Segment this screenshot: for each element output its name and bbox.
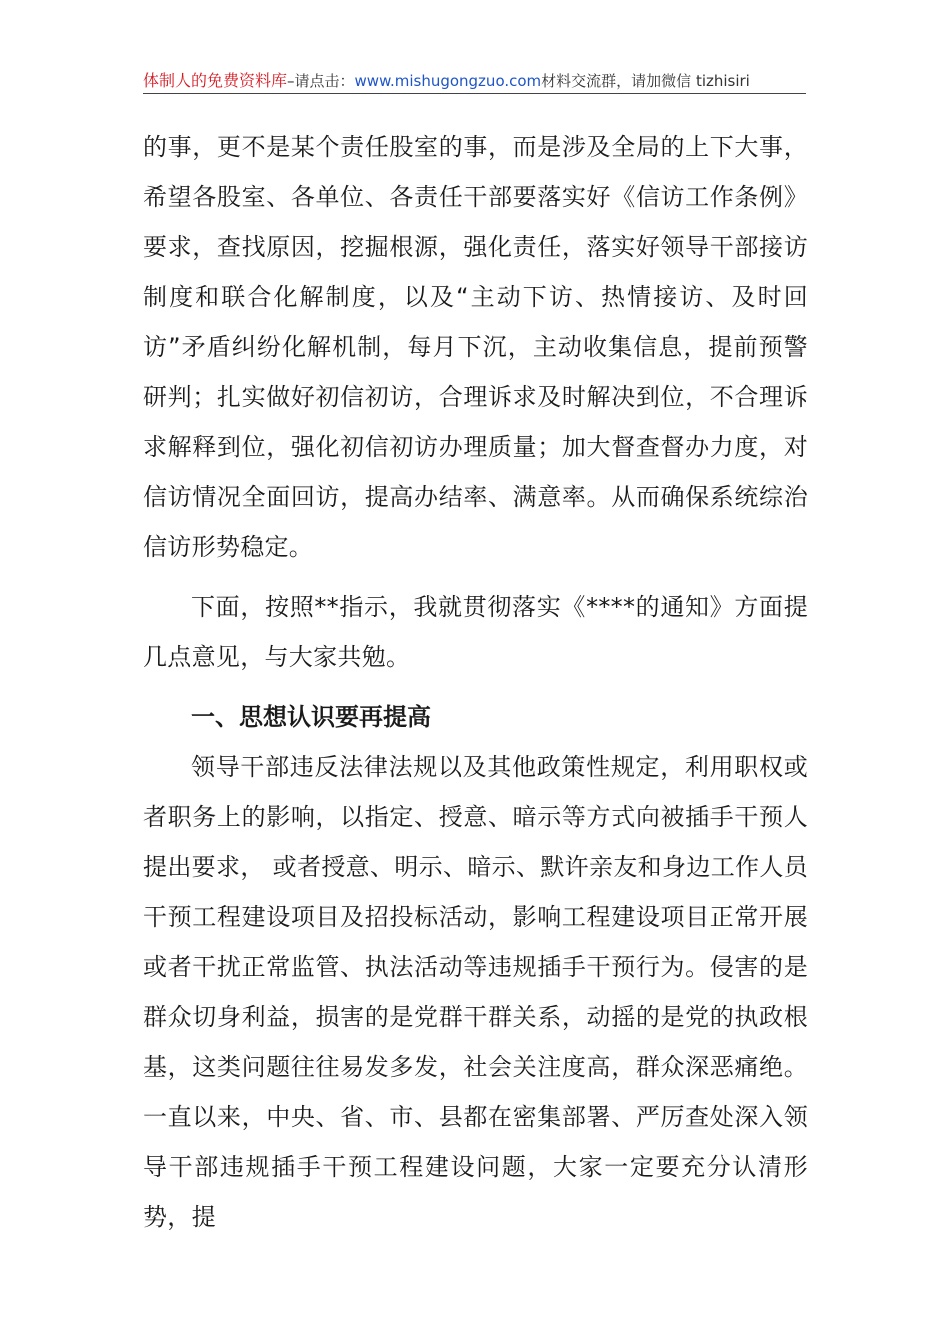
header-divider: [143, 93, 806, 94]
paragraph-1: 的事，更不是某个责任股室的事，而是涉及全局的上下大事，希望各股室、各单位、各责任干部要落实好《信访工作条例》要求，查找原因，挖掘根源，强化责任，落实好领导干部接访制度和联合化解制度，以及“主动下访、热情接访、及时回访”矛盾纠纷化解机制，每月下沉，主动收集信息，提前预警研判；扎实做好初信初访，合理诉求及时解决到位，不合理诉求解释到位，强化初信初访办理质量；加大督查督办力度，对信访情况全面回访，提高办结率、满意率。从而确保系统综治信访形势稳定。: [143, 133, 808, 561]
document-body: [143, 122, 808, 1242]
header-prompt: –请点击：: [287, 72, 355, 90]
header-suffix: 材料交流群，请加微信 tizhisiri: [541, 72, 750, 90]
paragraph-3: 领导干部违反法律法规以及其他政策性规定，利用职权或者职务上的影响，以指定、授意、暗示等方式向被插手干预人提出要求， 或者授意、明示、暗示、默许亲友和身边工作人员干预工程建设项目及招投标活动，影响工程建设项目正常开展或者干扰正常监管、执法活动等违规插手干预行为。侵害的是群众切身利益，损害的是党群干群关系，动摇的是党的执政根基，这类问题往往易发多发，社会关注度高，群众深恶痛绝。一直以来，中央、省、市、县都在密集部署、严厉查处深入领导干部违规插手干预工程建设问题，大家一定要充分认清形势，提: [143, 753, 808, 1231]
section-heading-1: 一、思想认识要再提高: [191, 703, 431, 731]
page-header: [143, 70, 806, 94]
header-url-link[interactable]: www.mishugongzuo.com: [354, 72, 542, 90]
paragraph-2: 下面，按照**指示，我就贯彻落实《****的通知》方面提几点意见，与大家共勉。: [143, 593, 808, 671]
header-brand: 体制人的免费资料库: [143, 71, 288, 90]
